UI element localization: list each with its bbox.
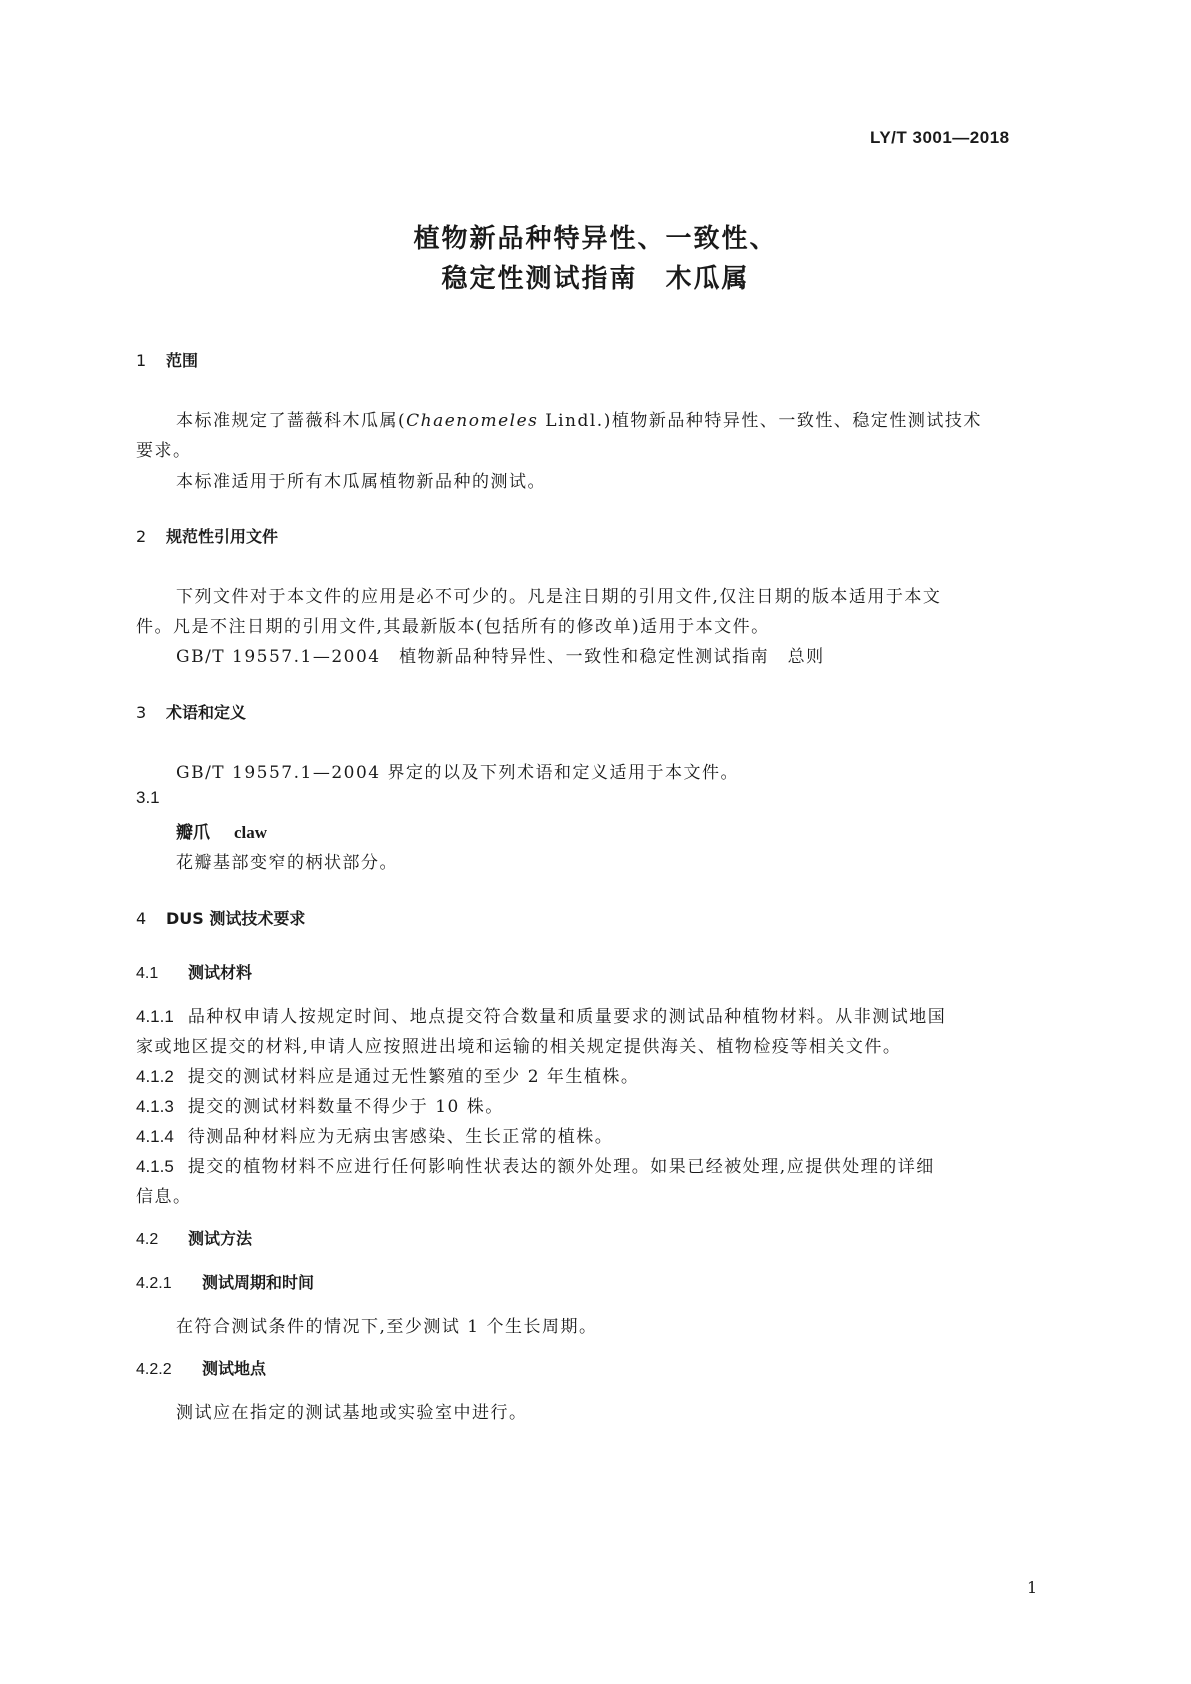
term-number: 3.1 <box>136 788 160 807</box>
section-number: 3 <box>136 703 147 722</box>
item-number: 4.1.2 <box>136 1067 174 1086</box>
section-number: 4.2 <box>136 1231 159 1248</box>
item-number: 4.1.5 <box>136 1157 174 1176</box>
section-1-paragraph-1 <box>176 406 982 431</box>
term-entry <box>176 818 267 843</box>
section-number: 4.2.1 <box>136 1275 172 1292</box>
section-4-2-2-text: 测试应在指定的测试基地或实验室中进行。 <box>176 1403 528 1423</box>
section-3-heading <box>136 700 246 723</box>
section-title: 测试地点 <box>202 1359 267 1378</box>
section-1-paragraph-1-cont: 要求。 <box>136 441 192 461</box>
section-title: 规范性引用文件 <box>166 527 279 546</box>
section-4-2-1-heading <box>136 1270 314 1293</box>
section-number: 4 <box>136 909 147 928</box>
normative-reference: GB/T 19557.1—2004 植物新品种特异性、一致性和稳定性测试指南 总则 <box>176 647 825 667</box>
section-3-paragraph-1: GB/T 19557.1—2004 界定的以及下列术语和定义适用于本文件。 <box>176 763 740 783</box>
section-title: 术语和定义 <box>166 703 247 722</box>
item-4-1-4 <box>136 1122 613 1147</box>
section-title: 测试方法 <box>188 1229 253 1248</box>
section-number: 2 <box>136 527 147 546</box>
item-4-1-5-cont: 信息。 <box>136 1187 192 1207</box>
item-4-1-2 <box>136 1062 639 1087</box>
section-1-paragraph-2: 本标准适用于所有木瓜属植物新品种的测试。 <box>176 472 546 492</box>
item-4-1-3 <box>136 1092 504 1117</box>
item-text: 提交的测试材料应是通过无性繁殖的至少 2 年生植株。 <box>187 1067 640 1087</box>
item-text: 品种权申请人按规定时间、地点提交符合数量和质量要求的测试品种植物材料。从非测试地国 <box>187 1007 947 1027</box>
section-title: 测试材料 <box>188 963 253 982</box>
genus-name: Chaenomeles <box>406 411 539 431</box>
item-text: 待测品种材料应为无病虫害感染、生长正常的植株。 <box>187 1127 614 1147</box>
section-number: 4.2.2 <box>136 1361 172 1378</box>
item-text: 提交的测试材料数量不得少于 10 株。 <box>187 1097 504 1117</box>
item-number: 4.1.3 <box>136 1097 174 1116</box>
term-definition: 花瓣基部变窄的柄状部分。 <box>176 853 398 873</box>
section-number: 1 <box>136 351 147 370</box>
text-run: Lindl.)植物新品种特异性、一致性、稳定性测试技术 <box>538 411 982 431</box>
section-title: 范围 <box>166 351 199 370</box>
section-title: 测试周期和时间 <box>202 1273 315 1292</box>
section-1-heading <box>136 348 198 371</box>
item-text: 提交的植物材料不应进行任何影响性状表达的额外处理。如果已经被处理,应提供处理的详细 <box>187 1157 935 1177</box>
item-4-1-1 <box>136 1002 946 1027</box>
page-number: 1 <box>1027 1578 1038 1597</box>
section-4-2-2-heading <box>136 1356 266 1379</box>
section-4-2-1-text: 在符合测试条件的情况下,至少测试 1 个生长周期。 <box>176 1317 598 1337</box>
term-english: claw <box>234 823 268 842</box>
item-4-1-5 <box>136 1152 935 1177</box>
section-2-heading <box>136 524 278 547</box>
document-title-line1: 植物新品种特异性、一致性、 <box>413 224 778 254</box>
term-chinese: 瓣爪 <box>176 823 210 843</box>
item-4-1-1-cont: 家或地区提交的材料,申请人应按照进出境和运输的相关规定提供海关、植物检疫等相关文件。 <box>136 1037 902 1057</box>
item-number: 4.1.1 <box>136 1007 174 1026</box>
standard-number: LY/T 3001—2018 <box>870 128 1010 147</box>
section-4-heading <box>136 906 305 929</box>
section-2-paragraph-1-cont: 件。凡是不注日期的引用文件,其最新版本(包括所有的修改单)适用于本文件。 <box>136 617 770 637</box>
section-4-1-heading <box>136 960 252 983</box>
section-4-2-heading <box>136 1226 252 1249</box>
item-number: 4.1.4 <box>136 1127 174 1146</box>
document-title-line2: 稳定性测试指南 木瓜属 <box>441 264 750 294</box>
section-number: 4.1 <box>136 965 159 982</box>
section-2-paragraph-1: 下列文件对于本文件的应用是必不可少的。凡是注日期的引用文件,仅注日期的版本适用于本文 <box>176 587 942 607</box>
text-run: 本标准规定了蔷薇科木瓜属( <box>176 411 407 431</box>
section-title: DUS 测试技术要求 <box>166 909 306 928</box>
